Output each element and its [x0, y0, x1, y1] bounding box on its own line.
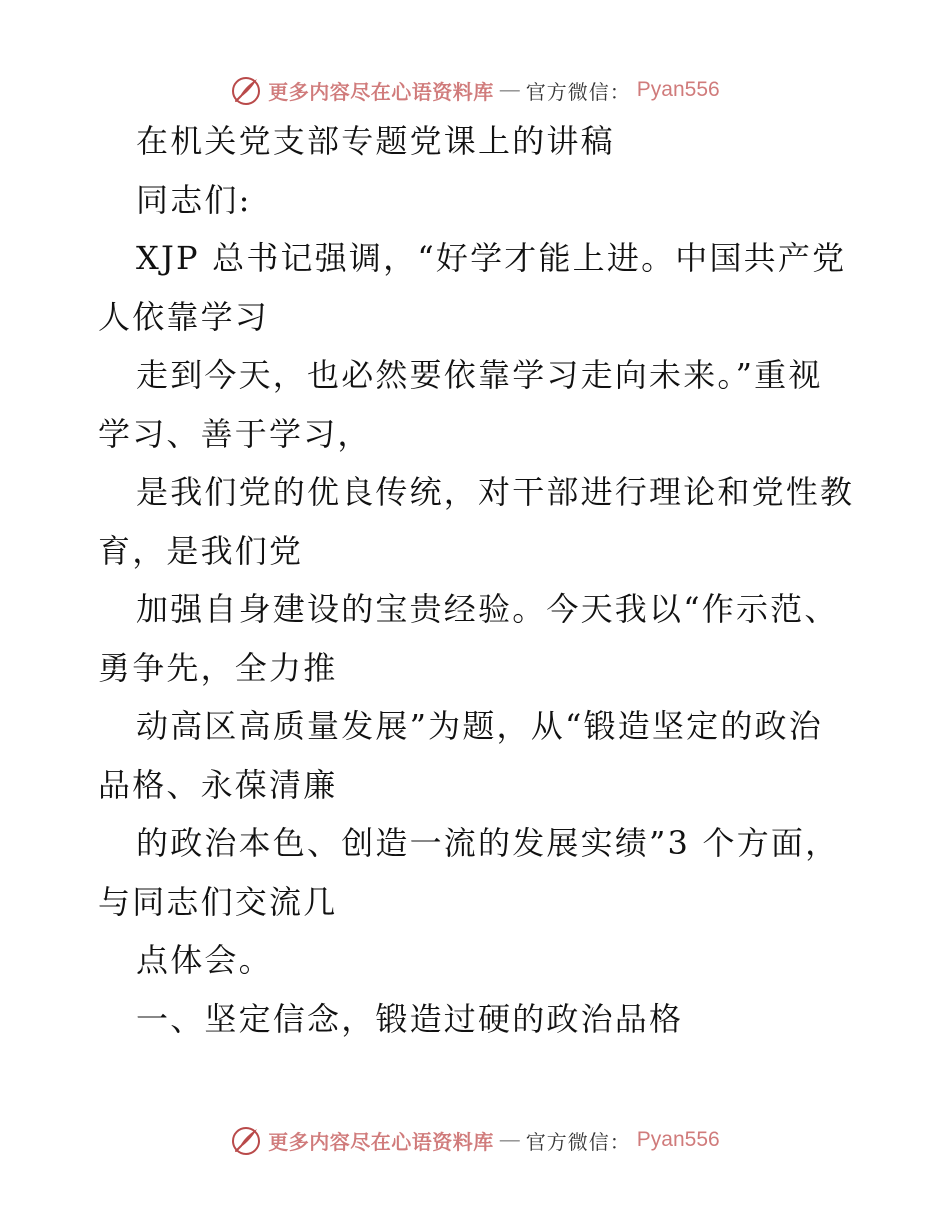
- text-line: 学习、善于学习，: [98, 414, 372, 453]
- footer-banner: [0, 1120, 950, 1160]
- quill-logo-icon: [230, 1124, 262, 1156]
- text-line: 动高区高质量发展”为题，从“锻造坚定的政治: [136, 707, 823, 745]
- text-line: 一、坚定信念，锻造过硬的政治品格: [136, 999, 684, 1038]
- wechat-id: Pyan556: [636, 78, 720, 101]
- text-line: 走到今天，也必然要依靠学习走向未来。”重视: [136, 356, 823, 394]
- text-line: 加强自身建设的宝贵经验。今天我以“作示范、: [136, 590, 839, 628]
- text-line: 同志们:: [136, 180, 252, 219]
- text-line: 品格、永葆清廉: [98, 765, 338, 804]
- wechat-id: Pyan556: [636, 1128, 720, 1151]
- quill-logo-icon: [230, 74, 262, 106]
- document-title: 在机关党支部专题党课上的讲稿: [136, 122, 615, 160]
- brand-dash: —: [499, 78, 520, 101]
- text-line: 人依靠学习: [98, 297, 270, 336]
- text-line: 勇争先，全力推: [98, 648, 338, 687]
- wechat-label: 官方微信：: [525, 1129, 631, 1154]
- text-line: 的政治本色、创造一流的发展实绩”3 个方面，: [136, 824, 840, 862]
- text-line: 是我们党的优良传统，对干部进行理论和党性教: [136, 473, 855, 511]
- document-body: [98, 112, 858, 1048]
- brand-dash: —: [499, 1128, 520, 1151]
- brand-text: 更多内容尽在心语资料库: [268, 1129, 494, 1154]
- text-line: 育，是我们党: [98, 531, 304, 570]
- text-line: 点体会。: [136, 941, 273, 979]
- header-banner: [0, 70, 950, 110]
- brand-text: 更多内容尽在心语资料库: [268, 79, 494, 104]
- wechat-label: 官方微信：: [525, 79, 631, 104]
- text-line: 与同志们交流几: [98, 882, 338, 921]
- text-line: XJP 总书记强调，“好学才能上进。中国共产党: [136, 239, 847, 277]
